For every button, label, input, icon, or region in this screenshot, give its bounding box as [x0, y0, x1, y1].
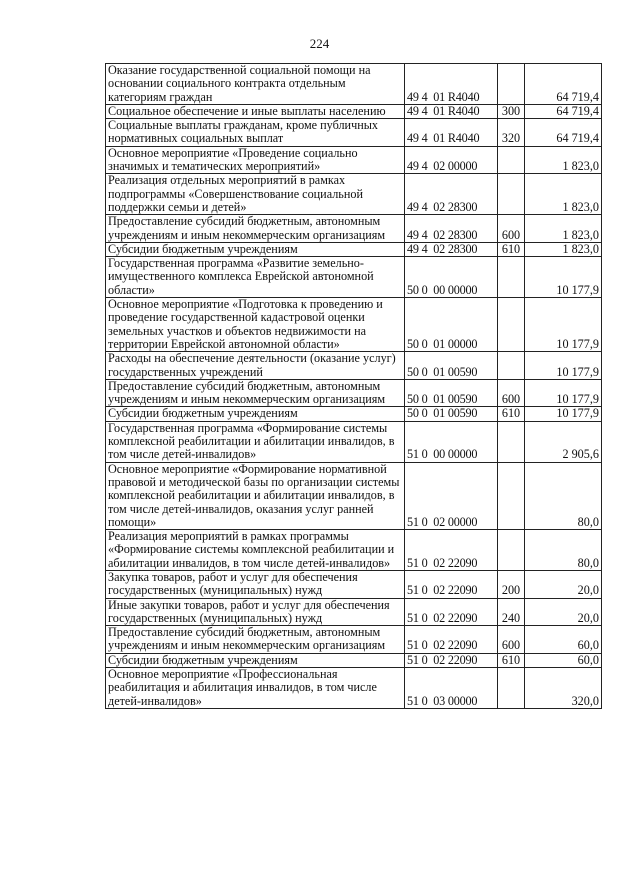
row-sum-cell: 60,0 — [525, 626, 602, 654]
table-row — [106, 668, 602, 709]
row-name-cell: Социальное обеспечение и иные выплаты населению — [106, 104, 405, 118]
row-sum-cell: 320,0 — [525, 668, 602, 709]
row-sum-cell: 1 823,0 — [525, 174, 602, 215]
table-row — [106, 119, 602, 147]
row-sum-cell: 1 823,0 — [525, 242, 602, 256]
table-row — [106, 653, 602, 667]
row-sum-cell: 20,0 — [525, 598, 602, 626]
page-number: 224 — [309, 36, 330, 51]
row-kvr-cell — [498, 462, 525, 529]
table-row — [106, 215, 602, 243]
table-row — [106, 298, 602, 352]
row-kvr-cell — [498, 298, 525, 352]
row-code-cell: 51 0 00 00000 — [405, 421, 498, 462]
row-kvr-cell — [498, 146, 525, 174]
row-kvr-cell: 600 — [498, 215, 525, 243]
row-name-cell: Иные закупки товаров, работ и услуг для обеспечения государственных (муниципальных) нужд — [106, 598, 405, 626]
row-name-cell: Основное мероприятие «Профессиональная реабилитация и абилитация инвалидов, в том числе детей-инвалидов» — [106, 668, 405, 709]
row-code-cell: 51 0 02 22090 — [405, 598, 498, 626]
row-name-cell: Основное мероприятие «Проведение социально значимых и тематических мероприятий» — [106, 146, 405, 174]
row-name-cell: Реализация отдельных мероприятий в рамках подпрограммы «Совершенствование социальной поддержки семьи и детей» — [106, 174, 405, 215]
row-sum-cell: 10 177,9 — [525, 352, 602, 380]
table-row — [106, 242, 602, 256]
row-code-cell: 51 0 03 00000 — [405, 668, 498, 709]
table-row — [106, 626, 602, 654]
table-row — [106, 598, 602, 626]
table-row — [106, 421, 602, 462]
row-sum-cell: 64 719,4 — [525, 119, 602, 147]
row-sum-cell: 60,0 — [525, 653, 602, 667]
row-sum-cell: 80,0 — [525, 530, 602, 571]
table-row — [106, 530, 602, 571]
table-row — [106, 146, 602, 174]
row-kvr-cell: 600 — [498, 379, 525, 407]
row-name-cell: Закупка товаров, работ и услуг для обеспечения государственных (муниципальных) нужд — [106, 570, 405, 598]
row-code-cell: 50 0 01 00590 — [405, 407, 498, 421]
row-name-cell: Оказание государственной социальной помощи на основании социального контракта отдельным категориям граждан — [106, 64, 405, 105]
row-kvr-cell — [498, 668, 525, 709]
row-name-cell: Предоставление субсидий бюджетным, автономным учреждениям и иным некоммерческим организациям — [106, 379, 405, 407]
row-name-cell: Расходы на обеспечение деятельности (оказание услуг) государственных учреждений — [106, 352, 405, 380]
row-kvr-cell — [498, 174, 525, 215]
row-name-cell: Государственная программа «Формирование системы комплексной реабилитации и абилитации инвалидов, в том числе детей-инвалидов» — [106, 421, 405, 462]
row-code-cell: 49 4 02 28300 — [405, 242, 498, 256]
row-sum-cell: 64 719,4 — [525, 64, 602, 105]
row-kvr-cell: 600 — [498, 626, 525, 654]
table-row — [106, 462, 602, 529]
row-name-cell: Государственная программа «Развитие земельно-имущественного комплекса Еврейской автономной области» — [106, 257, 405, 298]
row-name-cell: Субсидии бюджетным учреждениям — [106, 407, 405, 421]
row-sum-cell: 80,0 — [525, 462, 602, 529]
row-code-cell: 51 0 02 22090 — [405, 626, 498, 654]
row-name-cell: Субсидии бюджетным учреждениям — [106, 653, 405, 667]
row-code-cell: 49 4 02 28300 — [405, 215, 498, 243]
row-sum-cell: 1 823,0 — [525, 146, 602, 174]
row-code-cell: 51 0 02 22090 — [405, 530, 498, 571]
row-code-cell: 49 4 02 28300 — [405, 174, 498, 215]
row-code-cell: 51 0 02 00000 — [405, 462, 498, 529]
row-code-cell: 51 0 02 22090 — [405, 653, 498, 667]
row-name-cell: Основное мероприятие «Формирование нормативной правовой и методической базы по организации системы комплексной реабилитации и абилитации инвалидов, в том числе детей-инвалидов, оказания услуг ранней помощи» — [106, 462, 405, 529]
row-name-cell: Социальные выплаты гражданам, кроме публичных нормативных социальных выплат — [106, 119, 405, 147]
row-name-cell: Предоставление субсидий бюджетным, автономным учреждениям и иным некоммерческим организациям — [106, 626, 405, 654]
row-sum-cell: 1 823,0 — [525, 215, 602, 243]
row-code-cell: 49 4 01 R4040 — [405, 104, 498, 118]
row-name-cell: Основное мероприятие «Подготовка к проведению и проведение государственной кадастровой оценки земельных участков и объектов недвижимости на территории Еврейской автономной области» — [106, 298, 405, 352]
row-kvr-cell: 200 — [498, 570, 525, 598]
row-sum-cell: 20,0 — [525, 570, 602, 598]
table-body — [106, 64, 602, 709]
row-code-cell: 49 4 01 R4040 — [405, 119, 498, 147]
row-kvr-cell: 610 — [498, 242, 525, 256]
table-row — [106, 352, 602, 380]
row-code-cell: 49 4 01 R4040 — [405, 64, 498, 105]
row-name-cell: Реализация мероприятий в рамках программы «Формирование системы комплексной реабилитации и абилитации инвалидов, в том числе детей-инвалидов» — [106, 530, 405, 571]
row-kvr-cell — [498, 64, 525, 105]
row-kvr-cell: 300 — [498, 104, 525, 118]
row-code-cell: 50 0 01 00000 — [405, 298, 498, 352]
row-kvr-cell — [498, 530, 525, 571]
row-sum-cell: 2 905,6 — [525, 421, 602, 462]
table-row — [106, 570, 602, 598]
table-row — [106, 407, 602, 421]
table-row — [106, 64, 602, 105]
row-kvr-cell — [498, 257, 525, 298]
row-code-cell: 50 0 00 00000 — [405, 257, 498, 298]
table-row — [106, 174, 602, 215]
table-row — [106, 257, 602, 298]
row-name-cell: Субсидии бюджетным учреждениям — [106, 242, 405, 256]
row-code-cell: 50 0 01 00590 — [405, 352, 498, 380]
row-code-cell: 49 4 02 00000 — [405, 146, 498, 174]
table-row — [106, 379, 602, 407]
row-code-cell: 50 0 01 00590 — [405, 379, 498, 407]
row-sum-cell: 64 719,4 — [525, 104, 602, 118]
row-kvr-cell: 610 — [498, 407, 525, 421]
row-kvr-cell — [498, 421, 525, 462]
budget-table — [105, 63, 602, 709]
row-kvr-cell — [498, 352, 525, 380]
row-sum-cell: 10 177,9 — [525, 298, 602, 352]
table-row — [106, 104, 602, 118]
row-sum-cell: 10 177,9 — [525, 379, 602, 407]
row-sum-cell: 10 177,9 — [525, 257, 602, 298]
row-sum-cell: 10 177,9 — [525, 407, 602, 421]
row-name-cell: Предоставление субсидий бюджетным, автономным учреждениям и иным некоммерческим организациям — [106, 215, 405, 243]
row-code-cell: 51 0 02 22090 — [405, 570, 498, 598]
row-kvr-cell: 320 — [498, 119, 525, 147]
row-kvr-cell: 610 — [498, 653, 525, 667]
row-kvr-cell: 240 — [498, 598, 525, 626]
